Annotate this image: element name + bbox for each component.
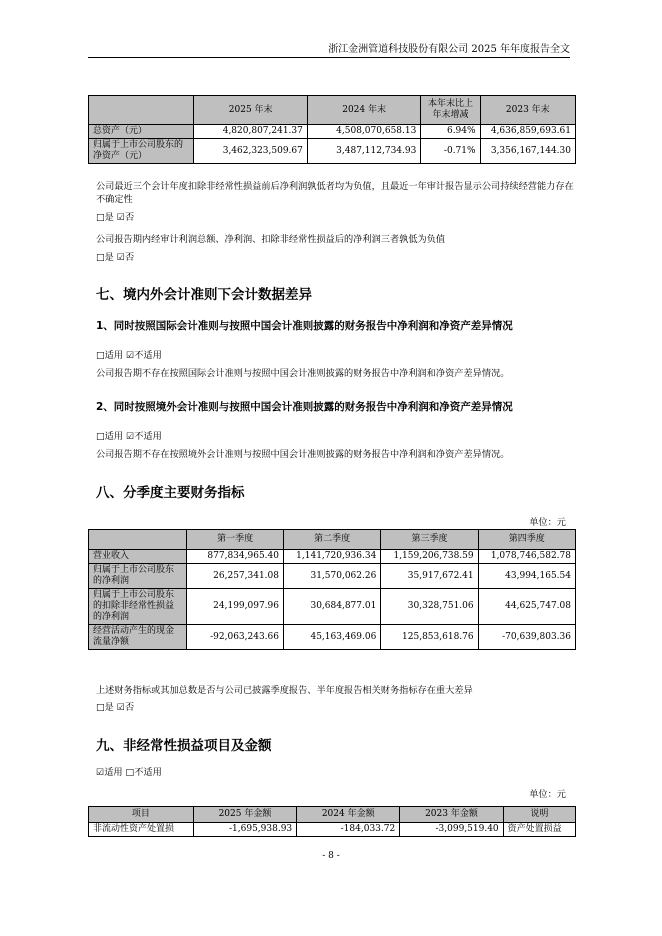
section-7-1-checkbox: □适用 ☑不适用 [96,350,162,361]
table1-cell: 3,462,323,509.67 [194,139,307,164]
table1-cell: 6.94% [421,125,480,139]
page-number: - 8 - [322,851,340,861]
table3-header-0: 项目 [89,807,194,823]
table2-header-2: 第二季度 [284,530,381,550]
table3-header-4: 说明 [503,807,575,823]
table1-cell: 3,356,167,144.30 [480,139,575,164]
table1-cell: 4,636,859,693.61 [480,125,575,139]
section-7-2-title: 2、同时按照境外会计准则与按照中国会计准则披露的财务报告中净利润和净资产差异情况 [96,401,513,413]
section-7-1-title: 1、同时按照国际会计准则与按照中国会计准则披露的财务报告中净利润和净资产差异情况 [96,320,513,332]
table2-cell: -70,639,803.36 [478,625,575,650]
table2-cell: 877,834,965.40 [187,550,284,564]
table2-cell: 35,917,672.41 [381,564,478,589]
table1-header-2: 2024 年末 [307,96,420,125]
table2-row3-label: 经营活动产生的现金流量净额 [89,625,187,650]
text-quarterly-diff: 上述财务指标或其加总数是否与公司已披露季度报告、半年度报告相关财务指标存在重大差异 [96,685,473,696]
table2-cell: 1,141,720,936.34 [284,550,381,564]
table-row [89,139,576,164]
table2-cell: 44,625,747.08 [478,589,575,625]
checkbox-three-year-loss: □是 ☑否 [96,212,135,223]
table2-row2-label: 归属于上市公司股东的扣除非经常性损益的净利润 [89,589,187,625]
checkbox-quarterly-diff: □是 ☑否 [96,702,135,713]
text-profit-negative: 公司报告期内经审计利润总额、净利润、扣除非经常性损益后的净利润三者孰低为负值 [96,234,446,245]
checkbox-profit-negative: □是 ☑否 [96,252,135,263]
table1-row0-label: 总资产（元） [89,125,194,139]
text-three-year-loss: 公司最近三个会计年度扣除非经常性损益前后净利润孰低者均为负值，且最近一年审计报告显示公司持续经营能力存在不确定性 [96,181,574,205]
table-row [89,589,576,625]
table2-cell: 31,570,062.26 [284,564,381,589]
table-row [89,564,576,589]
table1-cell: 3,487,112,734.93 [307,139,420,164]
table2-cell: 1,159,206,738.59 [381,550,478,564]
table3-cell: 资产处置损益 [503,823,575,837]
quarterly-table [88,529,576,650]
section-9-title: 九、非经常性损益项目及金额 [96,738,272,754]
balance-table [88,95,576,164]
table2-header-1: 第一季度 [187,530,284,550]
unit-label: 单位：元 [529,517,566,528]
table3-header-3: 2023 年金额 [400,807,503,823]
table2-cell: -92,063,243.66 [187,625,284,650]
table2-header-0 [89,530,187,550]
table-row [89,823,576,837]
page-header: 浙江金洲管道科技股份有限公司 2025 年年度报告全文 [88,40,570,58]
table-row [89,550,576,564]
table2-cell: 43,994,165.54 [478,564,575,589]
table3-row0-label: 非流动性资产处置损 [89,823,194,837]
table2-cell: 1,078,746,582.78 [478,550,575,564]
table1-header-0 [89,96,194,125]
unit-label-2: 单位：元 [529,789,566,800]
table3-cell: -184,033.72 [297,823,400,837]
section-8-title: 八、分季度主要财务指标 [96,485,245,501]
table3-header-1: 2025 年金额 [193,807,296,823]
table2-row0-label: 营业收入 [89,550,187,564]
table1-cell: 4,508,070,658.13 [307,125,420,139]
table3-header-2: 2024 年金额 [297,807,400,823]
section-7-1-text: 公司报告期不存在按照国际会计准则与按照中国会计准则披露的财务报告中净利润和净资产差异情况。 [96,368,510,379]
table2-cell: 30,328,751.06 [381,589,478,625]
table2-cell: 30,684,877.01 [284,589,381,625]
table1-header-3: 本年末比上年末增减 [421,96,480,125]
table-row [89,125,576,139]
table2-row1-label: 归属于上市公司股东的净利润 [89,564,187,589]
table2-cell: 45,163,469.06 [284,625,381,650]
table1-header-1: 2025 年末 [194,96,307,125]
table2-header-3: 第三季度 [381,530,478,550]
non-recurring-table [88,806,576,837]
section-9-checkbox: ☑适用 □不适用 [96,767,162,778]
table1-row1-label: 归属于上市公司股东的净资产（元） [89,139,194,164]
table1-header-4: 2023 年末 [480,96,575,125]
section-7-2-text: 公司报告期不存在按照境外会计准则与按照中国会计准则披露的财务报告中净利润和净资产差异情况。 [96,449,510,460]
table1-cell: -0.71% [421,139,480,164]
table3-cell: -3,099,519.40 [400,823,503,837]
table-row [89,625,576,650]
section-7-2-checkbox: □适用 ☑不适用 [96,431,162,442]
table2-cell: 24,199,097.96 [187,589,284,625]
table3-cell: -1,695,938.93 [193,823,296,837]
table2-header-4: 第四季度 [478,530,575,550]
table2-cell: 26,257,341.08 [187,564,284,589]
section-7-title: 七、境内外会计准则下会计数据差异 [96,287,312,303]
table1-cell: 4,820,807,241.37 [194,125,307,139]
table2-cell: 125,853,618.76 [381,625,478,650]
